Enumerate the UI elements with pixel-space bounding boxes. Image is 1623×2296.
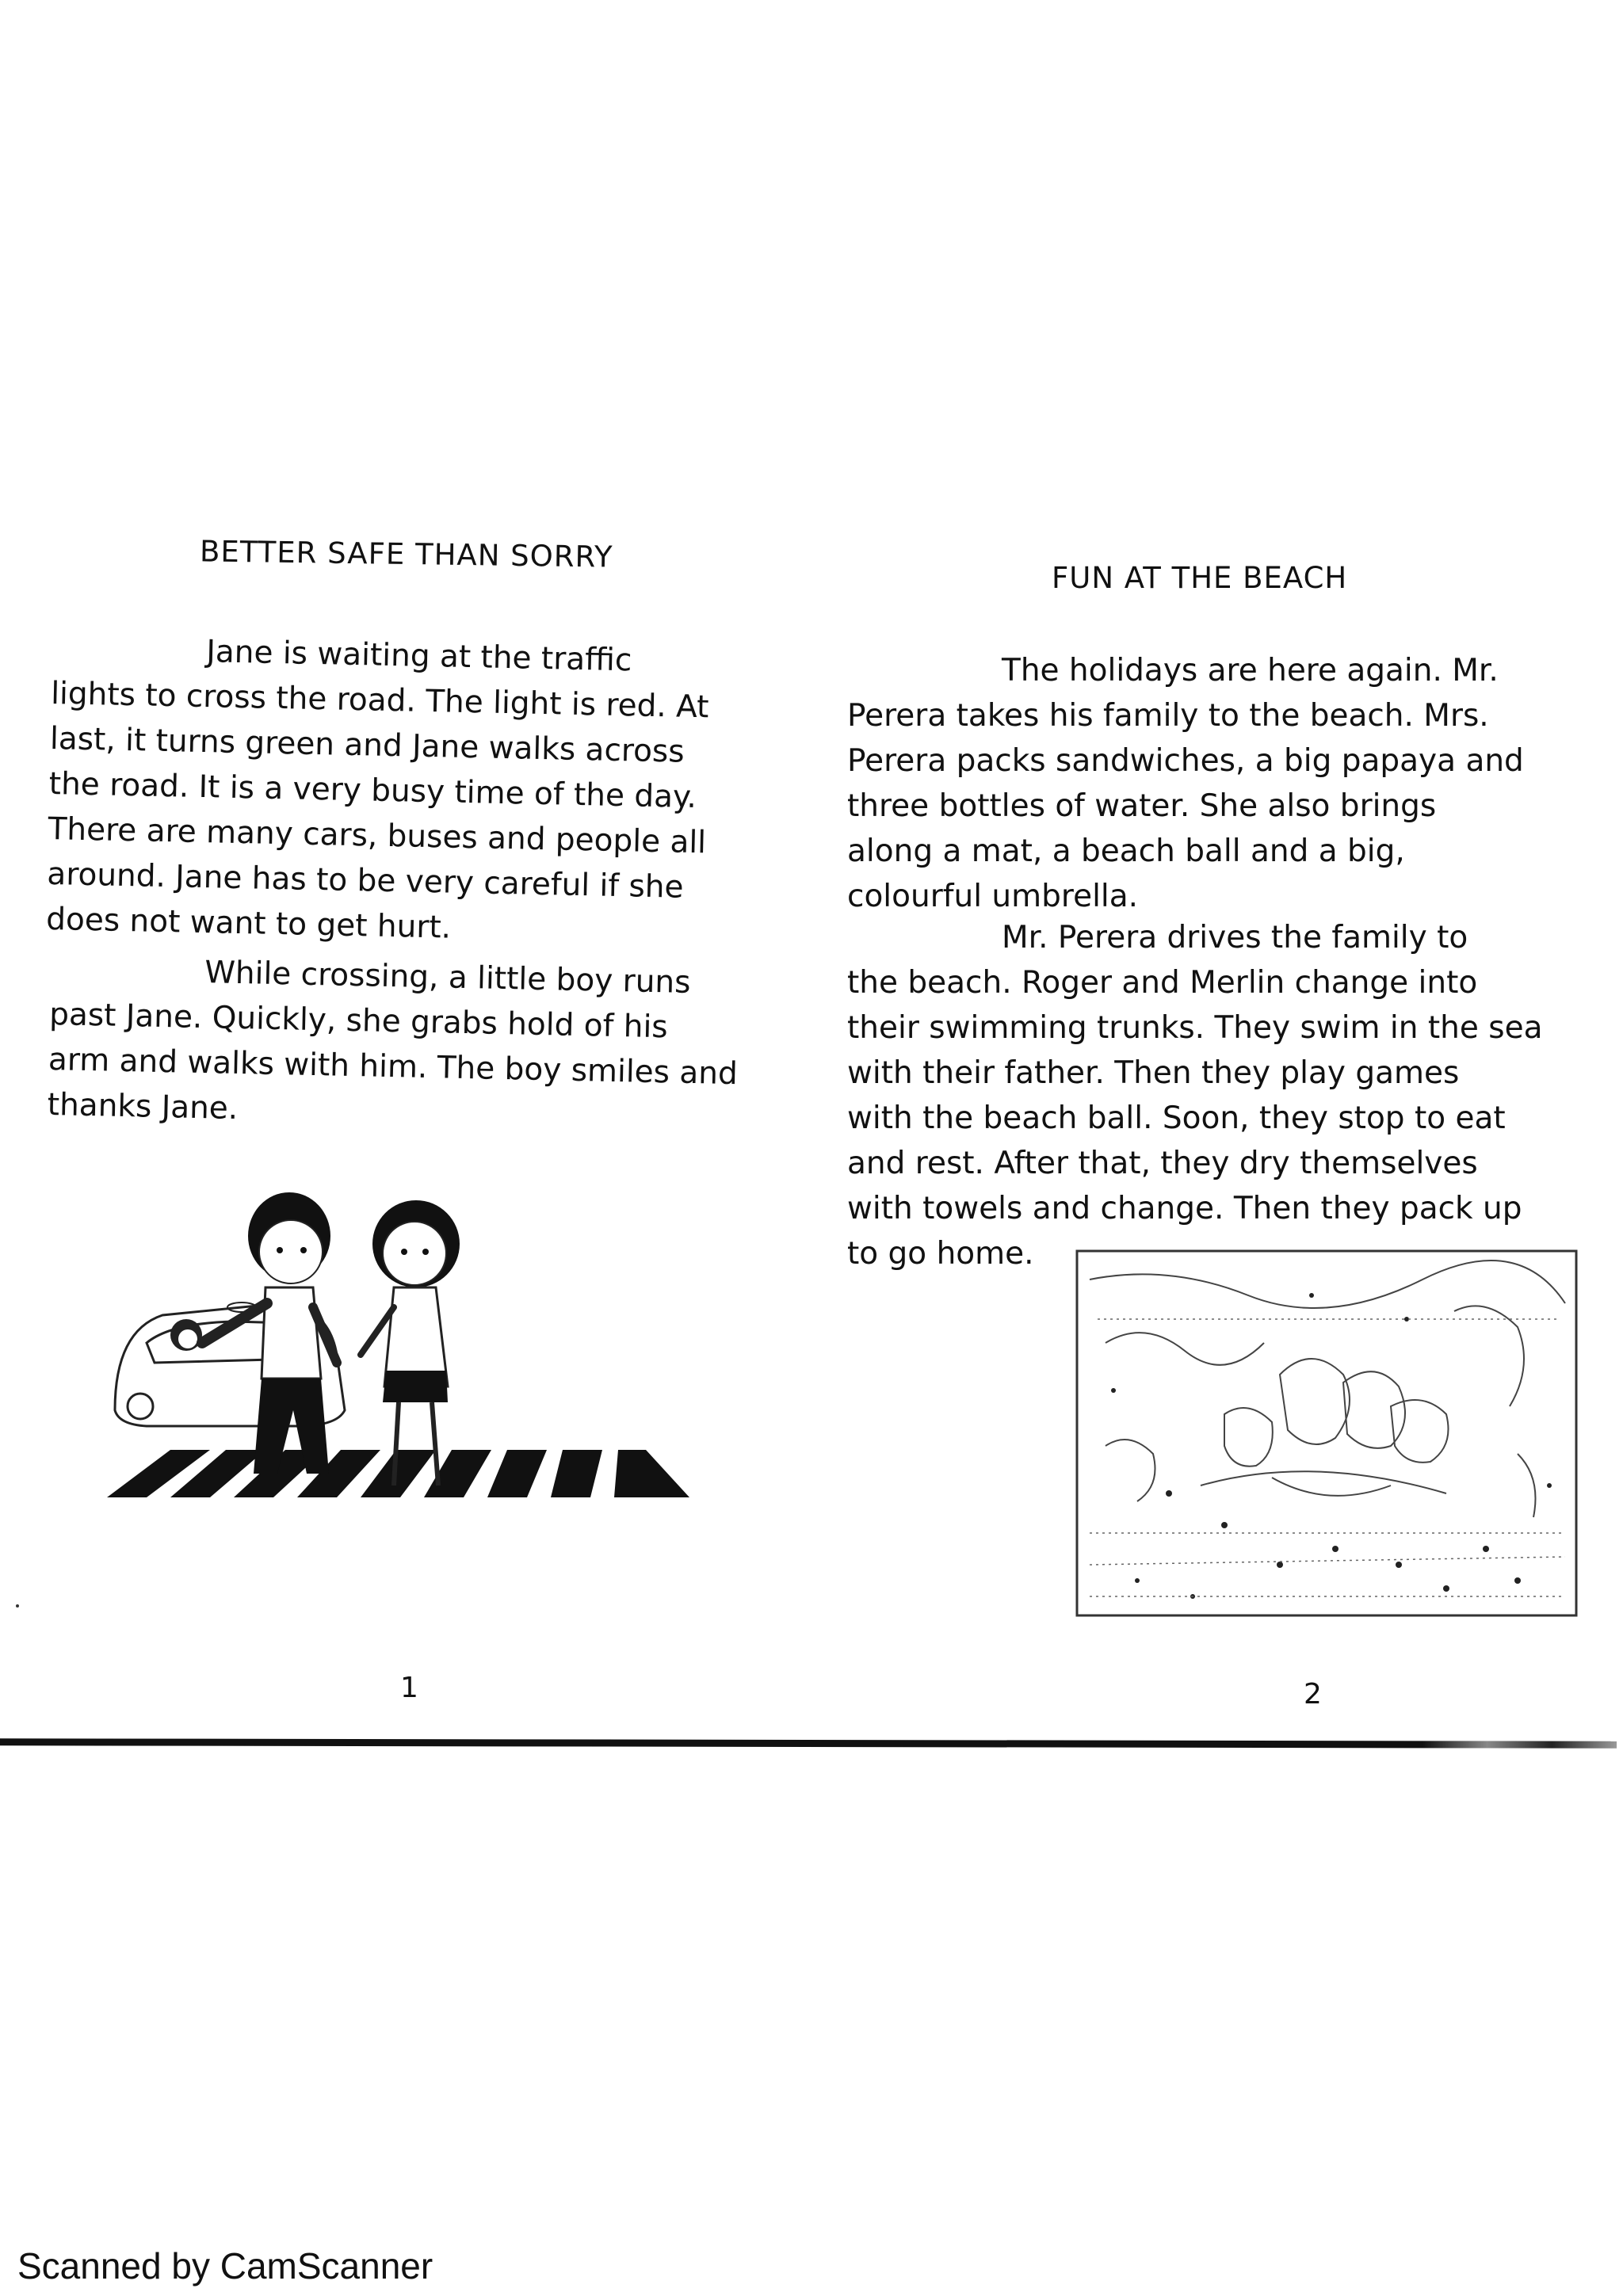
page-number: 1 [400,1672,418,1704]
text-line: around. Jane has to be very careful if she [46,856,684,906]
book-edge-divider [0,1738,1617,1749]
text-line: thanks Jane. [47,1086,239,1127]
text-line: While crossing, a little boy runs [204,955,691,1001]
text-line: Perera takes his family to the beach. Mrs. [847,698,1489,734]
scanner-watermark: Scanned by CamScanner [17,2245,433,2286]
text-line: The holidays are here again. Mr. [1002,653,1499,688]
text-line: past Jane. Quickly, she grabs hold of his [48,996,669,1046]
text-line: arm and walks with him. The boy smiles and [48,1041,739,1093]
crossing-illustration [99,1173,701,1521]
text-line: does not want to get hurt. [45,901,452,946]
text-line: with towels and change. Then they pack up [847,1191,1522,1226]
scan-speck [16,1604,19,1608]
text-line: and rest. After that, they dry themselves [847,1146,1478,1181]
text-line: Jane is waiting at the traffic [205,634,632,679]
text-line: lights to cross the road. The light is red. At [50,675,709,726]
story-paragraph [46,626,711,955]
story-paragraph [847,648,1524,919]
text-line: colourful umbrella. [847,879,1139,914]
text-line: along a mat, a beach ball and a big, [847,833,1405,869]
text-line: There are many cars, buses and people all [48,810,707,861]
text-line: their swimming trunks. They swim in the sea [847,1010,1543,1046]
text-line: with the beach ball. Soon, they stop to eat [847,1100,1506,1136]
text-line: the beach. Roger and Merlin change into [847,965,1478,1001]
story-paragraph [47,947,739,1142]
text-line: with their father. Then they play games [847,1055,1460,1091]
story-title: FUN AT THE BEACH [1052,561,1348,595]
text-line: last, it turns green and Jane walks across [49,720,685,770]
text-line: the road. It is a very busy time of the day. [48,765,697,816]
text-line: three bottles of water. She also brings [847,788,1437,824]
text-line: Mr. Perera drives the family to [1002,920,1468,955]
beach-illustration [1074,1248,1581,1620]
story-paragraph [847,915,1542,1276]
text-line: to go home. [847,1236,1034,1272]
story-title: BETTER SAFE THAN SORRY [199,534,613,574]
text-line: Perera packs sandwiches, a big papaya and [847,743,1524,779]
page-number: 2 [1304,1678,1322,1711]
